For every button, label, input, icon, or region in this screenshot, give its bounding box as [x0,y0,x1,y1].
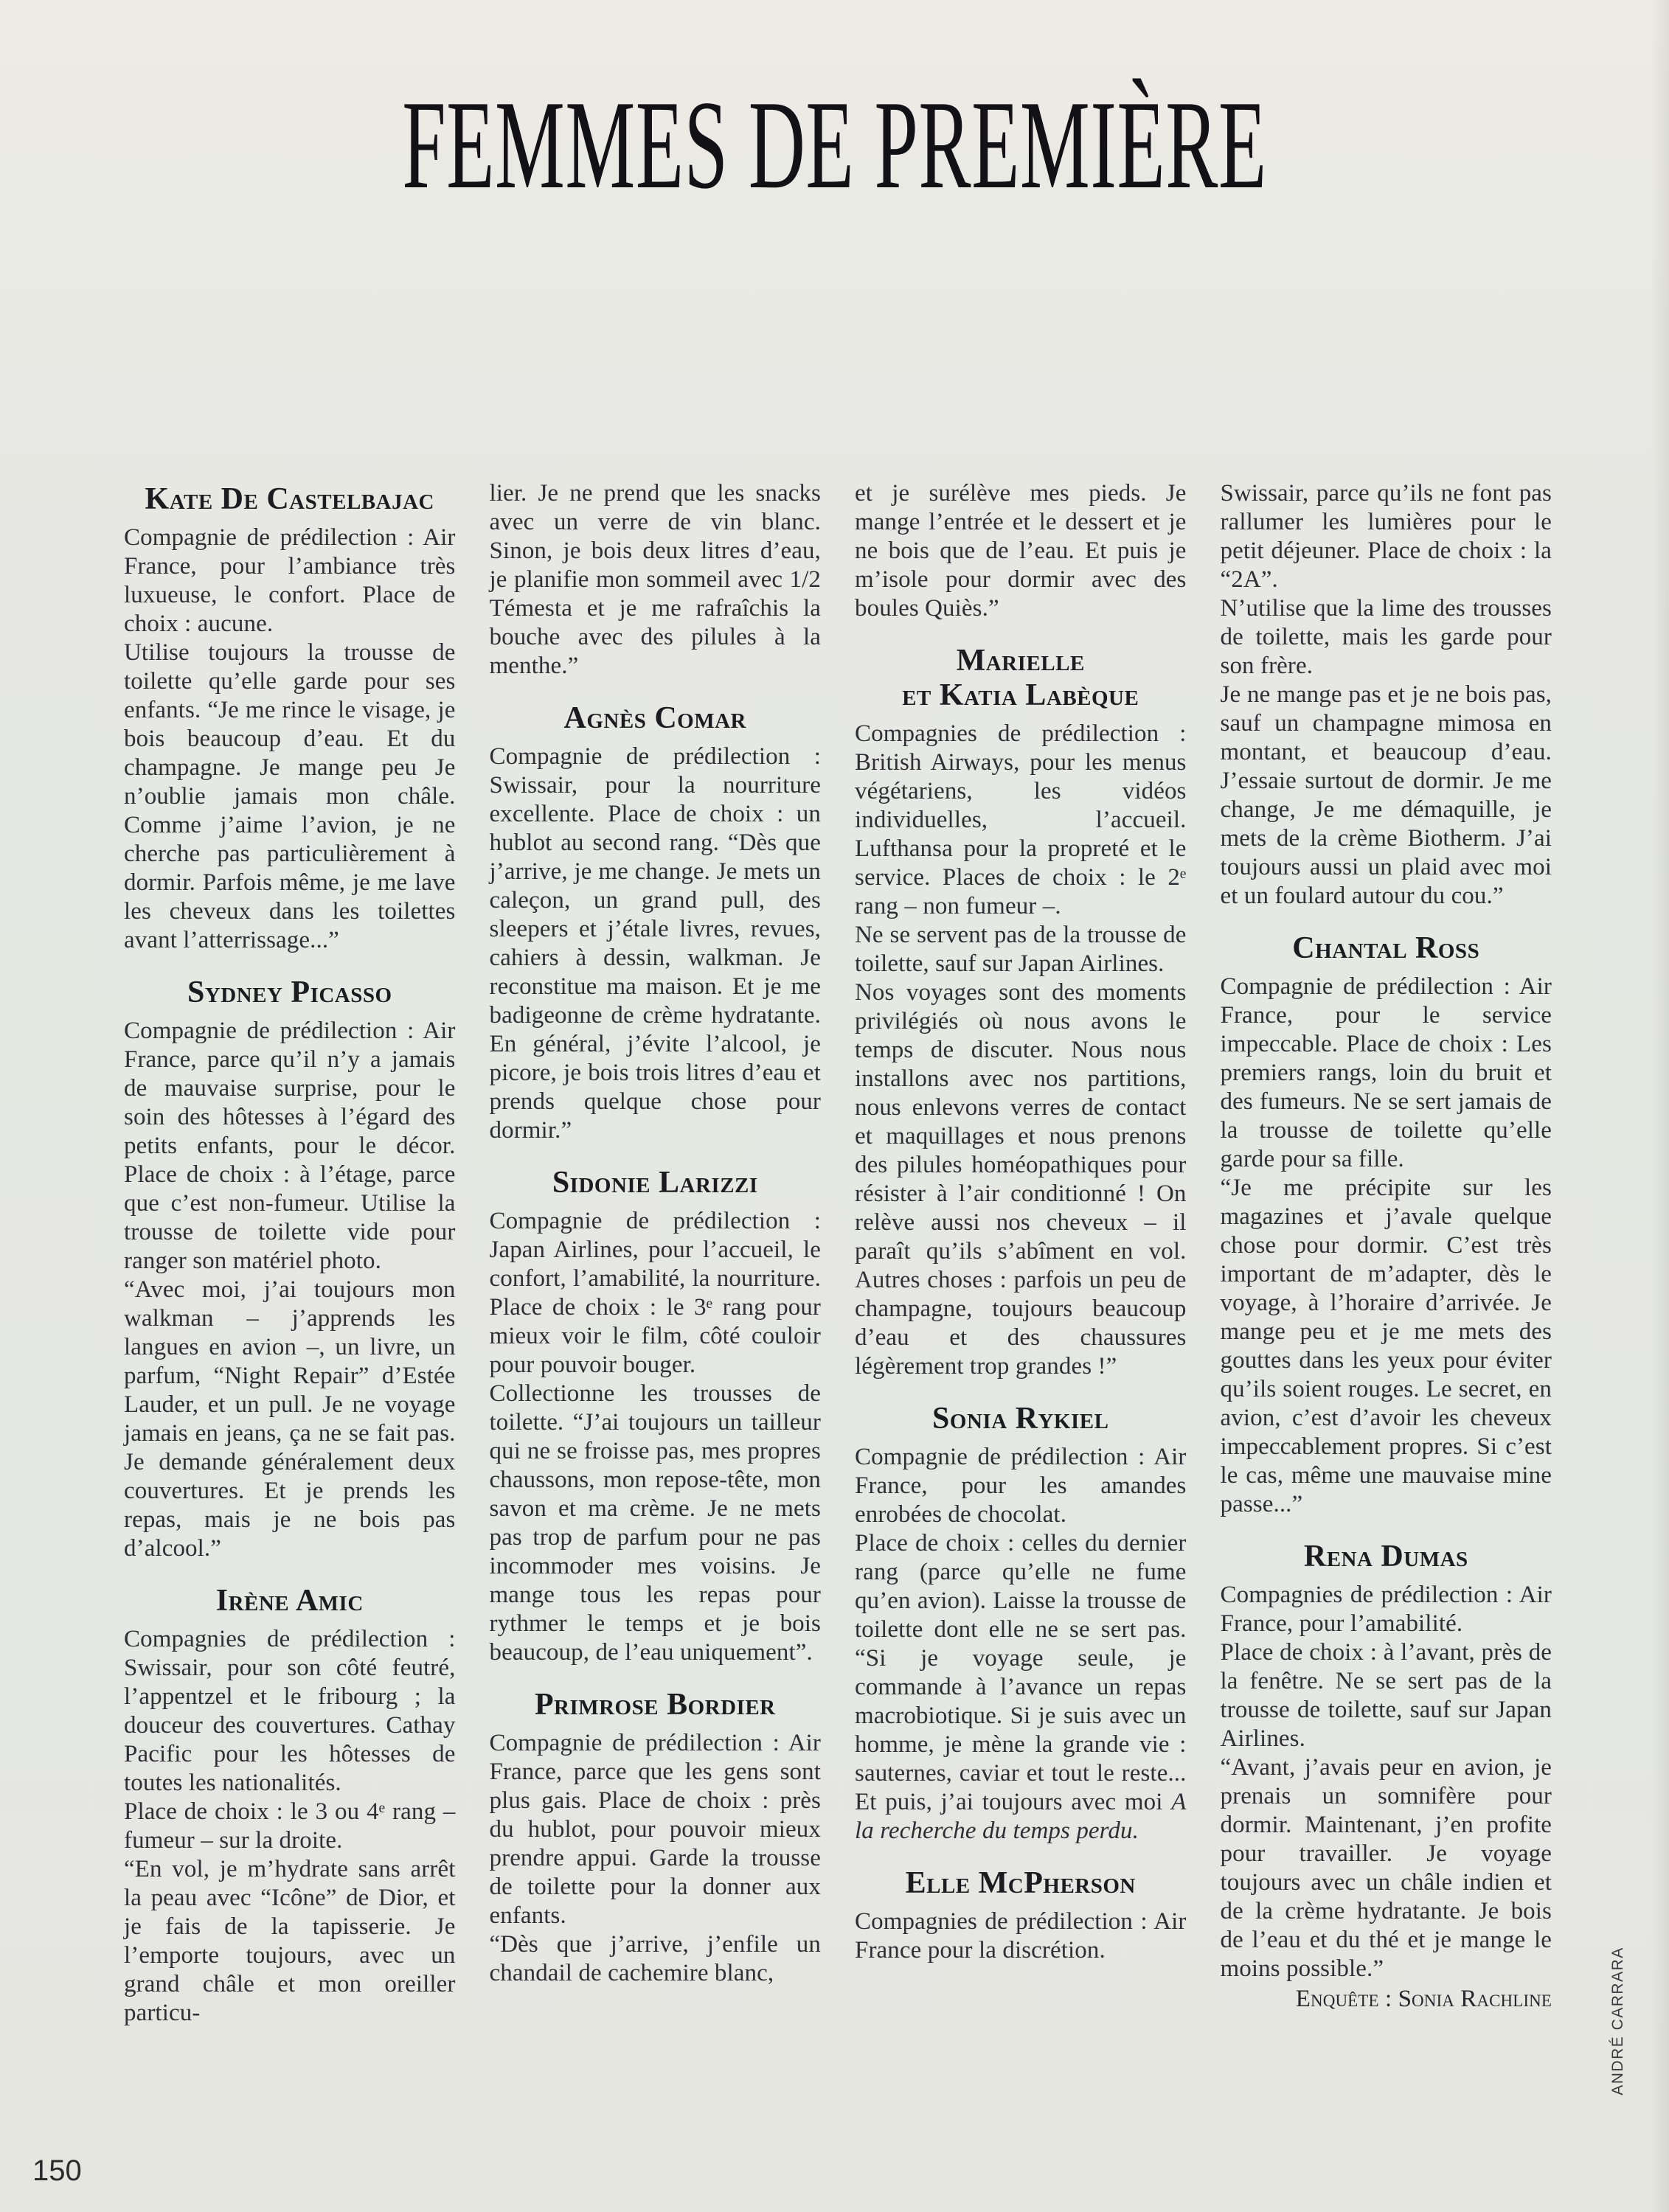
profile-paragraph: Compagnies de prédilection : British Airways, pour les menus végétariens, les vidéos individuelles, l’accueil. Lufthansa pour la propreté et le service. Places de choix : le 2ᵉ rang – non fumeur –. [855,720,1187,920]
profile-name-heading: Chantal Ross [1292,931,1480,965]
profile-paragraph: Compagnie de prédilection : Air France, parce que les gens sont plus gais. Place de choix : près du hublot, pour pouvoir mieux prendre appui. Garde la trousse de toilette pour la donner aux enfants. [489,1730,821,1930]
profile-paragraph: “Avec moi, j’ai toujours mon walkman – j’apprends les langues en avion –, un livre, un parfum, “Night Repair” d’Estée Lauder, et un pull. Je ne voyage jamais en jeans, ça ne se fait pas. Je demande généralement deux couvertures. Et je prends les repas, mais je ne bois pas d’alcool.” [124,1276,456,1562]
profile-name-heading: Irène Amic [215,1584,364,1618]
profile-paragraph: Place de choix : le 3 ou 4ᵉ rang – fumeur – sur la droite. [124,1798,456,1854]
profile-paragraph: Compagnie de prédilection : Air France, pour les amandes enrobées de chocolat. [855,1444,1187,1528]
profile-paragraph: Utilise toujours la trousse de toilette qu’elle garde pour ses enfants. “Je me rince le visage, je bois beaucoup d’eau. Et du champagne. Je mange peu Je n’oublie jamais mon châle. Comme j’aime l’avion, je ne cherche pas particulièrement à dormir. Parfois même, je me lave les cheveux dans les toilettes avant l’atterrissage...” [124,639,456,954]
profile-name-heading: Sonia Rykiel [932,1402,1109,1436]
column-3 [855,479,1187,2028]
profile-paragraph: Compagnie de prédilection : Air France, pour le service impeccable. Place de choix : Les premiers rangs, loin du bruit et des fumeurs. Ne se sert jamais de la trousse de toilette qu’elle garde pour sa fille. [1220,973,1552,1173]
photographer-credit: ANDRÉ CARRARA [1609,1947,1626,2096]
profile-paragraph: Compagnie de prédilection : Swissair, pour la nourriture excellente. Place de choix : un hublot au second rang. “Dès que j’arrive, je me change. Je mets un caleçon, un grand pull, des sleepers et j’étale livres, revues, cahiers à dessin, walkman. Je reconstitue ma maison. Et je me badigeonne de crème hydratante. En général, j’évite l’alcool, je picore, je bois trois litres d’eau et prends quelque chose pour dormir.” [489,743,821,1144]
column-4 [1221,479,1552,2028]
paragraph-text: Place de choix : celles du dernier rang (parce qu’elle ne fume qu’en avion). Laisse la trousse de toilette dont elle ne se sert pas. “Si je voyage seule, je commande à l’avance un repas macrobiotique. Si je suis avec un homme, je mène la grande vie : sauternes, caviar et tout le reste... Et puis, j’ai toujours avec moi [855,1530,1187,1816]
profile-name-heading: Sydney Picasso [187,975,392,1010]
enquete-byline: Enquête : Sonia Rachline [1295,1986,1552,2013]
profile-paragraph: Nos voyages sont des moments privilégiés où nous avons le temps de discuter. Nous nous installons avec nos partitions, nous enlevons verres de contact et maquillages et nous prenons des pilules homéopathiques pour résister à l’air conditionné ! On relève aussi nos cheveux – il paraît qu’ils s’abîment en vol. Autres choses : parfois un peu de champagne, toujours beaucoup d’eau et des chaussures légèrement trop grandes !” [855,979,1187,1380]
column-2 [490,479,822,2028]
profile-name-heading: Agnès Comar [563,701,746,735]
profile-name-heading: Elle McPherson [905,1866,1136,1901]
page-number: 150 [32,2154,82,2187]
paper-edge-shadow [1651,0,1669,2212]
profile-paragraph: Je ne mange pas et je ne bois pas, sauf un champagne mimosa en montant, et beaucoup d’eau. J’essaie surtout de dormir. Je me change, Je me démaquille, je mets de la crème Biotherm. J’ai toujours aussi un plaid avec moi et un foulard autour du cou.” [1220,681,1552,909]
profile-name-heading: Rena Dumas [1303,1540,1468,1574]
profile-paragraph: Ne se servent pas de la trousse de toilette, sauf sur Japan Airlines. [855,922,1187,978]
profile-paragraph: Compagnie de prédilection : Air France, pour l’ambiance très luxueuse, le confort. Place de choix : aucune. [124,524,456,638]
book-title-italic: A la recherche du temps perdu. [855,1789,1187,1845]
profile-paragraph: “En vol, je m’hydrate sans arrêt la peau avec “Icône” de Dior, et je fais de la tapisserie. Je l’emporte toujours, avec un grand châle et mon oreiller particu- [124,1856,456,2027]
profile-paragraph: Collectionne les trousses de toilette. “J’ai toujours un tailleur qui ne se froisse pas, mes propres chaussons, mon repose-tête, mon savon et ma crème. Je ne mets pas trop de parfum pour ne pas incommoder mes voisins. Je mange tous les repas pour rythmer le temps et je bois beaucoup, de l’eau uniquement”. [489,1380,821,1666]
profile-paragraph: “Je me précipite sur les magazines et j’avale quelque chose pour dormir. C’est très important de m’adapter, dès le voyage, à l’horaire d’arrivée. Je mange peu et je me mets des gouttes dans les yeux pour éviter qu’ils soient rouges. Le secret, en avion, c’est d’avoir les cheveux impeccablement propres. Si c’est le cas, même une mauvaise mine passe...” [1220,1175,1552,1518]
profile-paragraph: Place de choix : à l’avant, près de la fenêtre. Ne se sert pas de la trousse de toilette, sauf sur Japan Airlines. [1220,1639,1552,1753]
column-1 [124,479,456,2028]
profile-name-heading [855,644,1187,713]
article-columns [124,479,1552,2028]
profile-paragraph: et je surélève mes pieds. Je mange l’entrée et le dessert et je ne bois que de l’eau. Et puis je m’isole pour dormir avec des boules Quiès.” [855,480,1187,622]
profile-paragraph: Compagnie de prédilection : Japan Airlines, pour l’accueil, le confort, l’amabilité, la nourriture. Place de choix : le 3ᵉ rang pour mieux voir le film, côté couloir pour pouvoir bouger. [489,1208,821,1379]
profile-paragraph: Compagnies de prédilection : Air France pour la discrétion. [855,1908,1187,1964]
profile-paragraph: “Dès que j’arrive, j’enfile un chandail de cachemire blanc, [489,1931,821,1987]
profile-paragraph: N’utilise que la lime des trousses de toilette, mais les garde pour son frère. [1220,595,1552,679]
page-header [0,75,1669,215]
profile-name-heading: Sidonie Larizzi [552,1166,758,1200]
profile-name-line2: et Katia Labèque [902,678,1139,713]
profile-paragraph: Compagnies de prédilection : Swissair, pour son côté feutré, l’appentzel et le fribourg ; la douceur des couvertures. Cathay Pacific pour les hôtesses de toutes les nationalités. [124,1626,456,1797]
profile-paragraph: Swissair, parce qu’ils ne font pas rallumer les lumières pour le petit déjeuner. Place de choix : la “2A”. [1220,480,1552,593]
profile-paragraph: lier. Je ne prend que les snacks avec un verre de vin blanc. Sinon, je bois deux litres d’eau, je planifie mon sommeil avec 1/2 Témesta et je me rafraîchis la bouche avec des pilules à la menthe.” [489,480,821,679]
profile-paragraph: Compagnies de prédilection : Air France, pour l’amabilité. [1220,1582,1552,1638]
profile-name-line1: Marielle [956,644,1085,678]
profile-name-heading: Primrose Bordier [534,1688,776,1722]
page-title: FEMMES DE PREMIÈRE [402,75,1267,215]
profile-paragraph: “Avant, j’avais peur en avion, je prenais un somnifère pour dormir. Maintenant, j’en profite pour travailler. Je voyage toujours avec un châle indien et de la crème hydratante. Je bois de l’eau et du thé et je mange le moins possible.” [1220,1754,1552,1983]
profile-paragraph: Compagnie de prédilection : Air France, parce qu’il n’y a jamais de mauvaise surprise, pour le soin des hôtesses à l’égard des petits enfants, pour le décor. Place de choix : à l’étage, parce que c’est non-fumeur. Utilise la trousse de toilette vide pour ranger son matériel photo. [124,1018,456,1275]
profile-paragraph [855,1529,1187,1846]
profile-name-heading: Kate De Castelbajac [145,482,434,516]
